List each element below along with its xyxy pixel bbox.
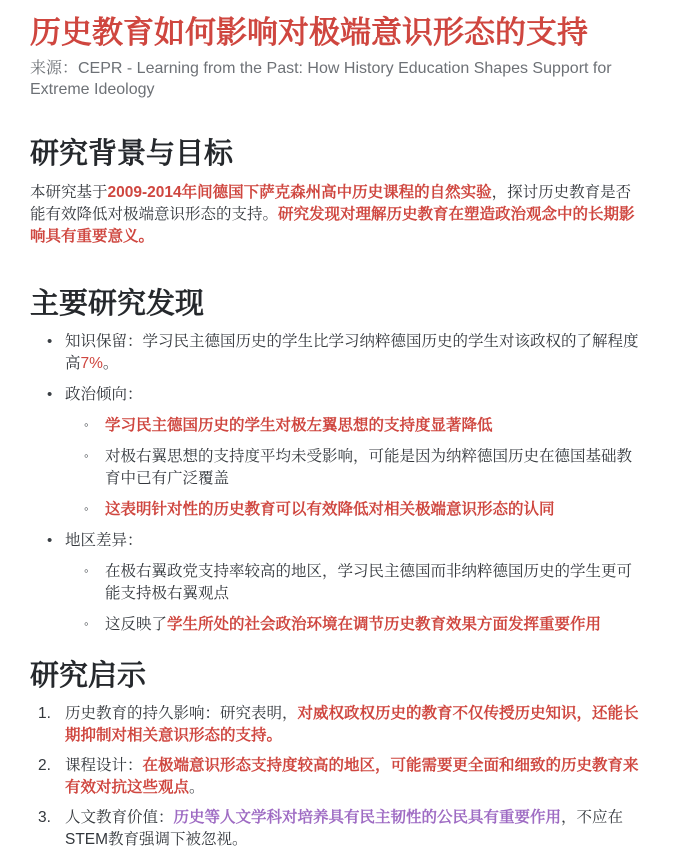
findings-list xyxy=(30,331,643,636)
circle-bullet-icon: ◦ xyxy=(84,562,89,578)
finding-knowledge-retention xyxy=(30,331,643,375)
sub-finding-high-support-regions xyxy=(65,561,643,605)
text-run: 人文教育价值： xyxy=(65,809,174,827)
text-run: 对极右翼思想的支持度平均未受影响，可能是因为纳粹德国历史在德国基础教育中已有广泛覆盖 xyxy=(105,447,633,487)
sub-finding-left-wing xyxy=(65,415,643,437)
finding-political-leaning xyxy=(30,384,643,521)
document-page xyxy=(0,14,673,849)
text-run: ，不应在STEM教育强调下被忽视。 xyxy=(65,809,624,849)
text-run: 这反映了 xyxy=(105,615,168,633)
circle-bullet-icon: ◦ xyxy=(84,615,89,631)
sub-finding-social-environment xyxy=(65,614,643,636)
list-number: 2. xyxy=(38,757,51,775)
list-number: 1. xyxy=(38,705,51,723)
political-leaning-sublist xyxy=(65,415,643,521)
finding-text xyxy=(65,386,143,403)
implication-text xyxy=(65,809,623,848)
implication-text xyxy=(65,757,639,796)
text-run: 历史等人文学科对培养具有民主韧性的公民具有重要作用 xyxy=(173,809,562,827)
implication-humanities-value xyxy=(30,807,643,851)
heading-research-background: 研究背景与目标 xyxy=(30,138,234,171)
finding-regional-differences xyxy=(30,530,643,636)
sub-finding-right-wing xyxy=(65,446,643,490)
text-run: 学生所处的社会政治环境在调节历史教育效果方面发挥重要作用 xyxy=(167,615,602,633)
background-paragraph xyxy=(30,182,643,248)
heading-key-findings: 主要研究发现 xyxy=(30,287,205,320)
text-run: 在极端意识形态支持度较高的地区，可能需要更全面和细致的历史教育来有效对抗这些观点 xyxy=(65,757,639,797)
source-line: 来源：CEPR - Learning from the Past: How History Education Shapes Support for Extreme Ideology xyxy=(30,60,612,99)
implication-curriculum-design xyxy=(30,755,643,799)
text-run: ，探讨历史教育是否能有效降低对极端意识形态的支持。 xyxy=(30,183,632,223)
bullet-icon: • xyxy=(47,531,53,549)
sub-finding-targeted-education xyxy=(65,499,643,521)
text-run: 在极右翼政党支持率较高的地区，学习民主德国而非纳粹德国历史的学生更可能支持极右翼观点 xyxy=(105,562,633,602)
text-run: 对威权政权历史的教育不仅传授历史知识，还能长期抑制对相关意识形态的支持。 xyxy=(65,705,639,745)
implication-lasting-impact xyxy=(30,703,643,747)
heading-implications: 研究启示 xyxy=(30,659,147,692)
bullet-icon: • xyxy=(47,385,53,403)
page-title: 历史教育如何影响对极端意识形态的支持 xyxy=(30,15,588,50)
list-number: 3. xyxy=(38,809,51,827)
finding-text xyxy=(65,532,143,549)
text-run: 知识保留：学习民主德国历史的学生比学习纳粹德国历史的学生对该政权的了解程度高 xyxy=(65,332,639,372)
implications-list xyxy=(30,703,643,851)
sub-finding-text xyxy=(105,563,632,602)
text-run: 课程设计： xyxy=(65,757,143,775)
sub-finding-text xyxy=(105,616,601,633)
circle-bullet-icon: ◦ xyxy=(84,416,89,432)
finding-text xyxy=(65,333,639,372)
text-run: 学习民主德国历史的学生对极左翼思想的支持度显著降低 xyxy=(105,416,493,434)
bullet-icon: • xyxy=(47,332,53,350)
text-run: 地区差异： xyxy=(65,531,143,549)
text-run: 政治倾向： xyxy=(65,385,143,403)
text-run: 研究发现对理解历史教育在塑造政治观念中的长期影响具有重要意义。 xyxy=(30,205,635,245)
regional-differences-sublist xyxy=(65,561,643,636)
circle-bullet-icon: ◦ xyxy=(84,447,89,463)
text-run: 历史教育的持久影响：研究表明， xyxy=(65,705,298,723)
text-run: 这表明针对性的历史教育可以有效降低对相关极端意识形态的认同 xyxy=(105,500,555,518)
sub-finding-text xyxy=(105,501,555,518)
text-run: 。 xyxy=(102,354,119,372)
sub-finding-text xyxy=(105,417,493,434)
markdown-document xyxy=(0,14,673,851)
circle-bullet-icon: ◦ xyxy=(84,500,89,516)
implication-text xyxy=(65,705,639,744)
text-run: 2009-2014年间德国下萨克森州高中历史课程的自然实验 xyxy=(107,183,492,201)
text-run: 。 xyxy=(189,779,205,797)
text-run: 7% xyxy=(80,354,103,372)
text-run: 本研究基于 xyxy=(30,183,108,201)
sub-finding-text xyxy=(105,448,632,487)
